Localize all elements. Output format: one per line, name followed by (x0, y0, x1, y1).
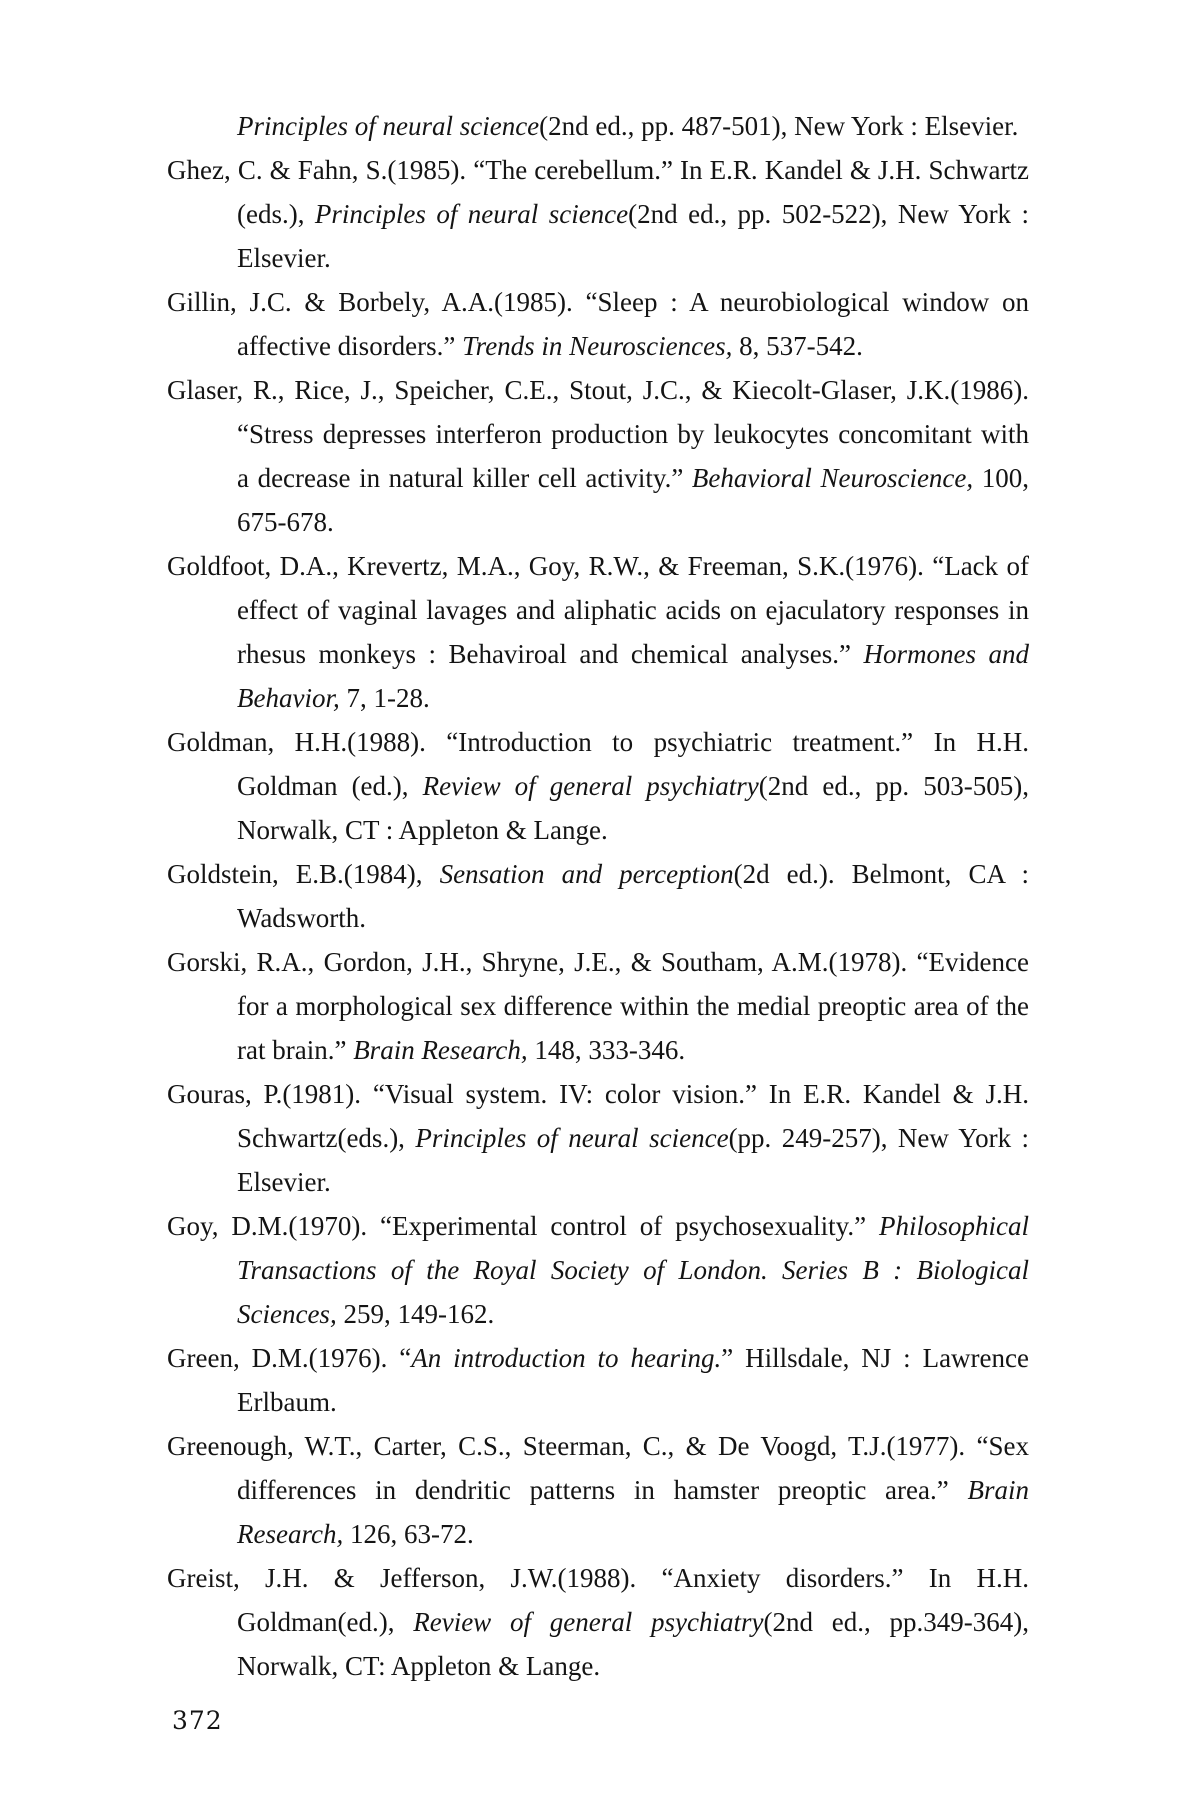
reference-lead: Gouras, P.(1981). “Visual system. IV: color vision.” In E.R. Kandel & J.H. Schwartz(eds.), (167, 1079, 1029, 1153)
reference-entry (167, 940, 1029, 1072)
reference-tail: (2nd ed., pp. 503-505), Norwalk, CT : Appleton & Lange. (237, 771, 1029, 845)
reference-title: Review of general psychiatry (422, 771, 759, 801)
reference-tail: ” Hillsdale, NJ : Lawrence Erlbaum. (237, 1343, 1029, 1417)
reference-lead: Glaser, R., Rice, J., Speicher, C.E., Stout, J.C., & Kiecolt-Glaser, J.K.(1986). “Stress depresses interferon production by leukocytes concomitant with a decrease in natural killer cell activity.” (167, 375, 1029, 493)
reference-entry (167, 104, 1029, 148)
reference-title: Behavioral Neuroscience, (691, 463, 974, 493)
reference-lead: Green, D.M.(1976). “ (167, 1343, 412, 1373)
reference-title: Review of general psychiatry (413, 1607, 764, 1637)
reference-tail: (2nd ed., pp. 487-501), New York : Elsevier. (539, 111, 1019, 141)
reference-lead: Goldman, H.H.(1988). “Introduction to psychiatric treatment.” In H.H. Goldman (ed.), (167, 727, 1029, 801)
reference-entry (167, 1072, 1029, 1204)
reference-entry (167, 368, 1029, 544)
reference-title: Trends in Neurosciences, (462, 331, 733, 361)
reference-tail: 126, 63-72. (343, 1519, 474, 1549)
reference-entry (167, 1556, 1029, 1688)
reference-title: Brain Research, (353, 1035, 528, 1065)
reference-title: Sensation and perception (439, 859, 734, 889)
reference-lead: Goldfoot, D.A., Krevertz, M.A., Goy, R.W., & Freeman, S.K.(1976). “Lack of effect of vaginal lavages and aliphatic acids on ejaculatory responses in rhesus monkeys : Behaviroal and chemical analyses.” (167, 551, 1029, 669)
reference-title: Philosophical Transactions of the Royal Society of London. Series B : Biological Sciences, (237, 1211, 1029, 1329)
reference-tail: (2nd ed., pp.349-364), Norwalk, CT: Appleton & Lange. (237, 1607, 1029, 1681)
reference-tail: (pp. 249-257), New York : Elsevier. (237, 1123, 1029, 1197)
reference-entry (167, 1424, 1029, 1556)
reference-entry (167, 720, 1029, 852)
reference-lead: Ghez, C. & Fahn, S.(1985). “The cerebellum.” In E.R. Kandel & J.H. Schwartz (eds.), (167, 155, 1029, 229)
reference-tail: 8, 537-542. (732, 331, 863, 361)
page-number: 372 (172, 1706, 223, 1735)
reference-entry (167, 148, 1029, 280)
reference-title: Principles of neural science (415, 1123, 729, 1153)
reference-tail: (2d ed.). Belmont, CA : Wadsworth. (237, 859, 1029, 933)
reference-list (167, 104, 1029, 1688)
reference-tail: 259, 149-162. (336, 1299, 495, 1329)
reference-tail: 100, 675-678. (237, 463, 1029, 537)
reference-title: Brain Research, (237, 1475, 1029, 1549)
reference-lead: Gorski, R.A., Gordon, J.H., Shryne, J.E., & Southam, A.M.(1978). “Evidence for a morphological sex difference within the medial preoptic area of the rat brain.” (167, 947, 1029, 1065)
reference-title: Hormones and Behavior, (237, 639, 1029, 713)
reference-lead: Greenough, W.T., Carter, C.S., Steerman, C., & De Voogd, T.J.(1977). “Sex differences in dendritic patterns in hamster preoptic area.” (167, 1431, 1029, 1505)
reference-lead: Goy, D.M.(1970). “Experimental control of psychosexuality.” (167, 1211, 879, 1241)
reference-lead: Gillin, J.C. & Borbely, A.A.(1985). “Sleep : A neurobiological window on affective disorders.” (167, 287, 1029, 361)
reference-title: An introduction to hearing. (411, 1343, 722, 1373)
reference-lead: Greist, J.H. & Jefferson, J.W.(1988). “Anxiety disorders.” In H.H. Goldman(ed.), (167, 1563, 1029, 1637)
reference-tail: 7, 1-28. (339, 683, 430, 713)
reference-entry (167, 1336, 1029, 1424)
reference-lead: Goldstein, E.B.(1984), (167, 859, 440, 889)
reference-tail: 148, 333-346. (527, 1035, 686, 1065)
reference-tail: (2nd ed., pp. 502-522), New York : Elsevier. (237, 199, 1029, 273)
reference-entry (167, 1204, 1029, 1336)
reference-entry (167, 544, 1029, 720)
reference-entry (167, 852, 1029, 940)
reference-title: Principles of neural science (237, 111, 540, 141)
reference-title: Principles of neural science (314, 199, 629, 229)
reference-entry (167, 280, 1029, 368)
